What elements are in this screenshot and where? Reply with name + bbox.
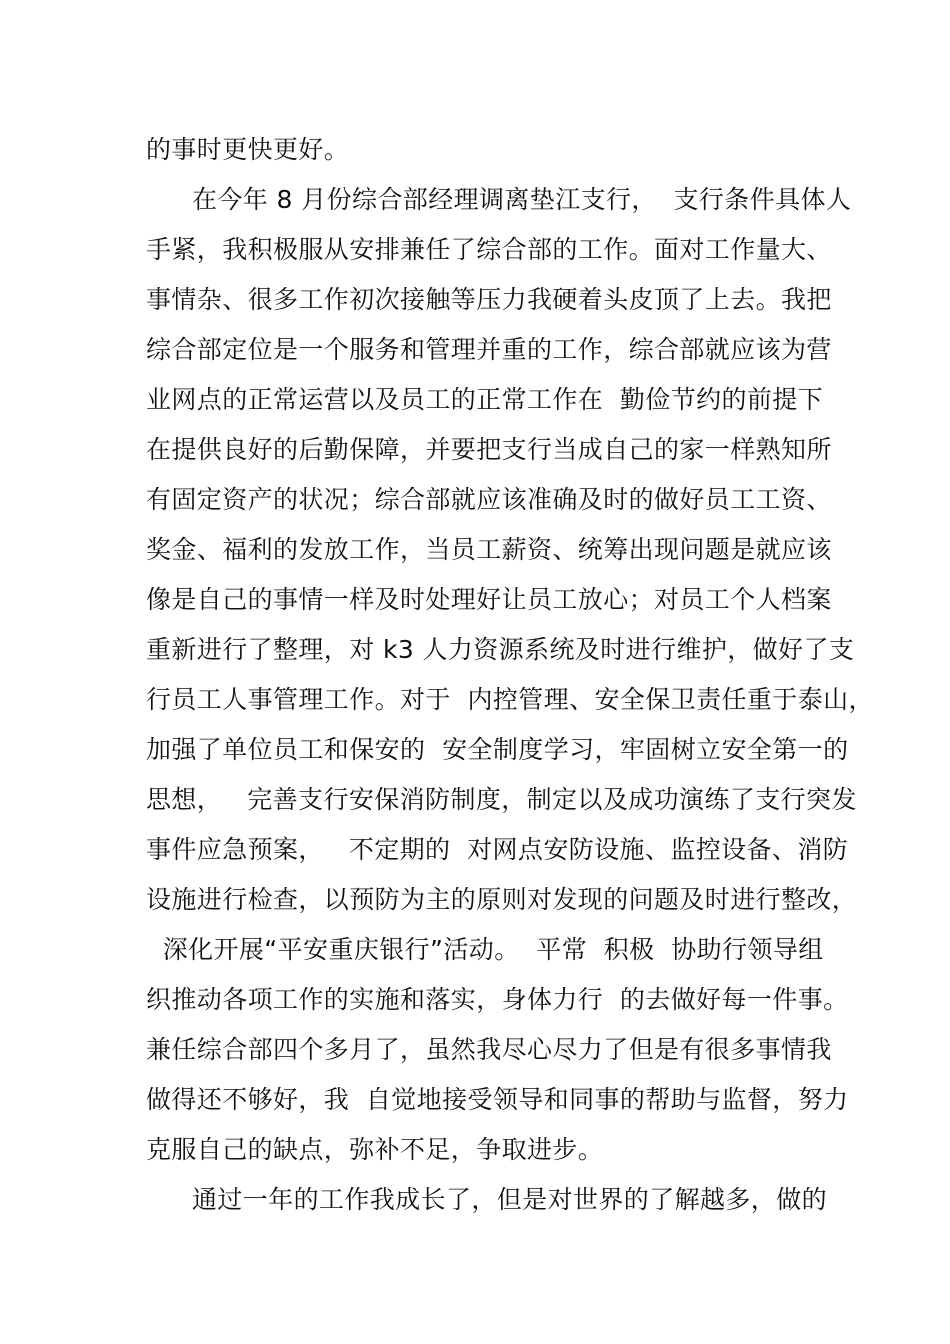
- text-line: 克服自己的缺点，弥补不足，争取进步。: [146, 1135, 604, 1164]
- text-line: 思想， 完善支行安保消防制度，制定以及成功演练了支行突发: [146, 785, 857, 814]
- text-line: 加强了单位员工和保安的 安全制度学习，牢固树立安全第一的: [146, 735, 849, 764]
- text-line: 织推动各项工作的实施和落实，身体力行 的去做好每一件事。: [146, 985, 849, 1014]
- text-line: 行员工人事管理工作。对于 内控管理、安全保卫责任重于泰山，: [146, 685, 874, 714]
- text-line: 业网点的正常运营以及员工的正常工作在 勤俭节约的前提下: [146, 385, 824, 414]
- text-line: 像是自己的事情一样及时处理好让员工放心；对员工个人档案: [146, 585, 832, 614]
- text-line: 有固定资产的状况；综合部就应该准确及时的做好员工工资、: [146, 485, 832, 514]
- text-line: 重新进行了整理，对 k3 人力资源系统及时进行维护，做好了支: [146, 635, 855, 664]
- text-line: 事情杂、很多工作初次接触等压力我硬着头皮顶了上去。我把: [146, 285, 832, 314]
- text-line: 做得还不够好，我 自觉地接受领导和同事的帮助与监督，努力: [146, 1085, 849, 1114]
- text-line: 通过一年的工作我成长了，但是对世界的了解越多，做的: [192, 1185, 828, 1214]
- text-line: 设施进行检查，以预防为主的原则对发现的问题及时进行整改，: [146, 885, 858, 914]
- text-line: 在提供良好的后勤保障，并要把支行当成自己的家一样熟知所: [146, 435, 832, 464]
- text-line: 手紧，我积极服从安排兼任了综合部的工作。面对工作量大、: [146, 235, 832, 264]
- text-line: 在今年 8 月份综合部经理调离垫江支行， 支行条件具体人: [192, 185, 852, 214]
- text-line: 深化开展“平安重庆银行”活动。 平常 积极 协助行领导组: [146, 935, 824, 964]
- text-line: 事件应急预案， 不定期的 对网点安防设施、监控设备、消防: [146, 835, 849, 864]
- text-line: 的事时更快更好。: [146, 135, 350, 164]
- text-line: 兼任综合部四个多月了，虽然我尽心尽力了但是有很多事情我: [146, 1035, 832, 1064]
- text-line: 奖金、福利的发放工作，当员工薪资、统筹出现问题是就应该: [146, 535, 832, 564]
- text-line: 综合部定位是一个服务和管理并重的工作，综合部就应该为营: [146, 335, 832, 364]
